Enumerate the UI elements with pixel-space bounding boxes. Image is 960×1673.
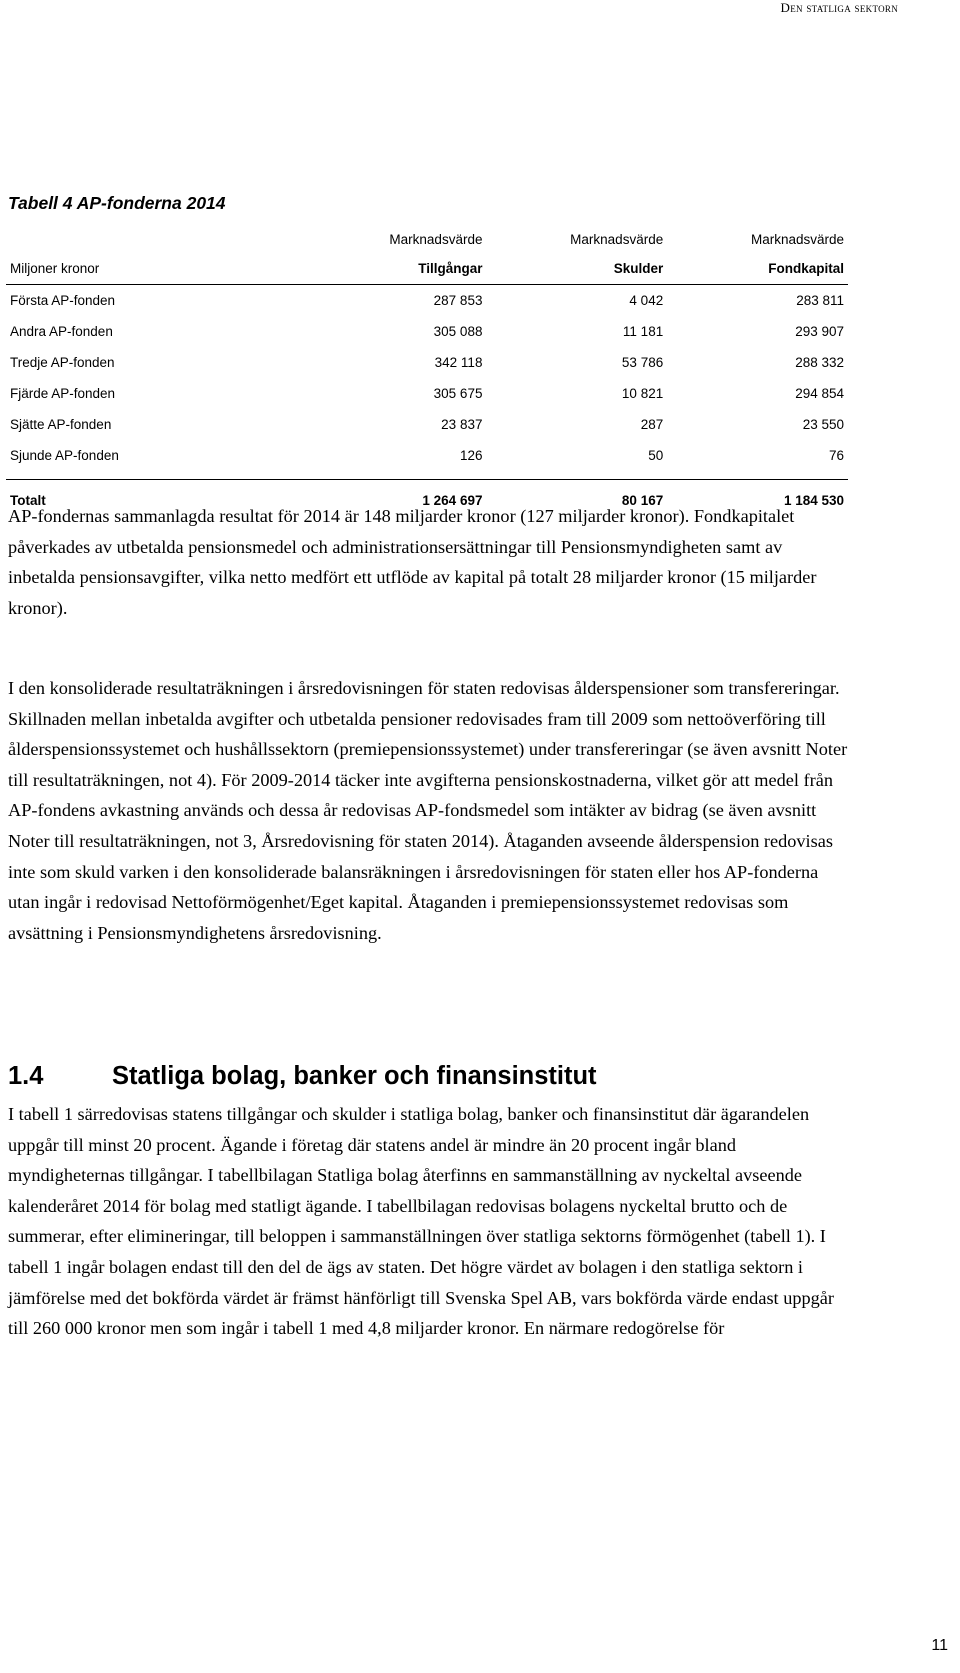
total-fund-capital: 1 184 530: [667, 480, 848, 521]
paragraph-ap-results: AP-fondernas sammanlagda resultat för 2014 är 148 miljarder kronor (127 miljarder kronor). Fondkapitalet påverkades av utbetalda pensionsmedel och administrationsersättningar till Pensionsmyndigheten samt av inbetalda pensionsavgifter, vilka netto medfört ett utflöde av kapital på totalt 28 miljarder kronor (15 miljarder kronor).: [8, 506, 817, 618]
liabilities-value: 4 042: [629, 293, 664, 308]
total-label: Totalt: [6, 480, 313, 521]
fund-capital-value: 283 811: [796, 293, 844, 308]
paragraph-state-companies: I tabell 1 särredovisas statens tillgångar och skulder i statliga bolag, banker och finansinstitut där ägarandelen uppgår till minst 20 procent. Ägande i företag där statens andel är mindre än 20 procent ingår bland myndigheternas tillgångar. I tabellbilagan Statliga bolag återfinns en sammanställning av nyckeltal avseende kalenderåret 2014 för bolag med statligt ägande. I tabellbilagan redovisas bolagens nyckeltal brutto och de summerar, efter elimineringar, till beloppen i sammanställningen över statliga sektorns förmögenhet (tabell 1). I tabell 1 ingår bolagen endast till den del de ägs av staten. Det högre värdet av bolagen i den statliga sektorn i jämförelse med det bokförda värdet är främst hänförligt till Svenska Spel AB, vars bokförda värde endast uppgår till 260 000 kronor men som ingår i tabell 1 med 4,8 miljarder kronor. En närmare redogörelse för: [8, 1104, 834, 1339]
table-header-row: [6, 253, 848, 285]
table-title: Tabell 4 AP-fonderna 2014: [8, 193, 226, 213]
table-row: [6, 440, 848, 471]
fund-capital-value: 76: [828, 448, 844, 463]
fund-name: Tredje AP-fonden: [10, 355, 115, 370]
table-row: [6, 285, 848, 317]
page-number: 11: [931, 1637, 948, 1654]
fund-name: Fjärde AP-fonden: [10, 386, 116, 401]
section-title: Statliga bolag, banker och finansinstitut: [112, 1062, 597, 1090]
fund-name: Sjätte AP-fonden: [10, 417, 112, 432]
table-header-empty: [6, 226, 313, 253]
section-heading: [8, 1062, 850, 1091]
paragraph-pension-accounting: I den konsoliderade resultaträkningen i årsredovisningen för staten redovisas ålderspensioner som transfereringar. Skillnaden mellan inbetalda avgifter och utbetalda pensioner redovisades fram till 2009 som nettoöverföring till ålderspensionssystemet och hushållssektorn (premiepensionssystemet) under transfereringar (se även avsnitt Noter till resultaträkningen, not 4). För 2009-2014 täcker inte avgifterna pensionskostnaderna, vilket gör att medel från AP-fondens avkastning används och dessa år redovisas AP-fondsmedel som intäkter av bidrag (se även avsnitt Noter till resultaträkningen, not 3, Årsredovisning för staten 2014). Åtaganden avseende ålderspension redovisas inte som skuld varken i den konsoliderade balansräkningen i årsredovisningen för staten eller hos AP-fonderna utan ingår i redovisad Nettoförmögenhet/Eget kapital. Åtaganden i premiepensionssystemet redovisas som avsättning i Pensionsmyndighetens årsredovisning.: [8, 678, 848, 943]
assets-value: 305 088: [433, 324, 483, 339]
liabilities-value: 50: [648, 448, 664, 463]
super-header-assets: Marknadsvärde: [389, 232, 483, 247]
ap-funds-table: [6, 226, 848, 520]
fund-capital-value: 23 550: [802, 417, 844, 432]
table-row: [6, 409, 848, 440]
liabilities-value: 10 821: [621, 386, 664, 401]
total-assets: 1 264 697: [313, 480, 486, 521]
assets-value: 126: [459, 448, 483, 463]
liabilities-value: 287: [640, 417, 664, 432]
fund-capital-value: 288 332: [795, 355, 844, 370]
super-header-liabilities: Marknadsvärde: [570, 232, 664, 247]
liabilities-value: 53 786: [621, 355, 664, 370]
row-header-label: Miljoner kronor: [6, 253, 313, 285]
super-header-fund-capital: Marknadsvärde: [750, 232, 844, 247]
assets-value: 287 853: [433, 293, 483, 308]
fund-name: Första AP-fonden: [10, 293, 116, 308]
table-super-header-row: [6, 226, 848, 253]
column-header-assets: Tillgångar: [313, 253, 486, 285]
fund-name: Andra AP-fonden: [10, 324, 113, 339]
table-row: [6, 347, 848, 378]
assets-value: 305 675: [433, 386, 483, 401]
section-number: 1.4: [8, 1062, 44, 1090]
fund-name: Sjunde AP-fonden: [10, 448, 119, 463]
liabilities-value: 11 181: [622, 324, 664, 339]
table-row: [6, 378, 848, 409]
assets-value: 23 837: [441, 417, 483, 432]
running-header: Den statliga sektorn: [780, 0, 898, 15]
fund-capital-value: 294 854: [795, 386, 844, 401]
table-spacer: [6, 471, 848, 480]
column-header-liabilities: Skulder: [486, 253, 667, 285]
table-row: [6, 316, 848, 347]
total-liabilities: 80 167: [486, 480, 667, 521]
assets-value: 342 118: [434, 355, 483, 370]
column-header-fund-capital: Fondkapital: [667, 253, 848, 285]
fund-capital-value: 293 907: [795, 324, 844, 339]
